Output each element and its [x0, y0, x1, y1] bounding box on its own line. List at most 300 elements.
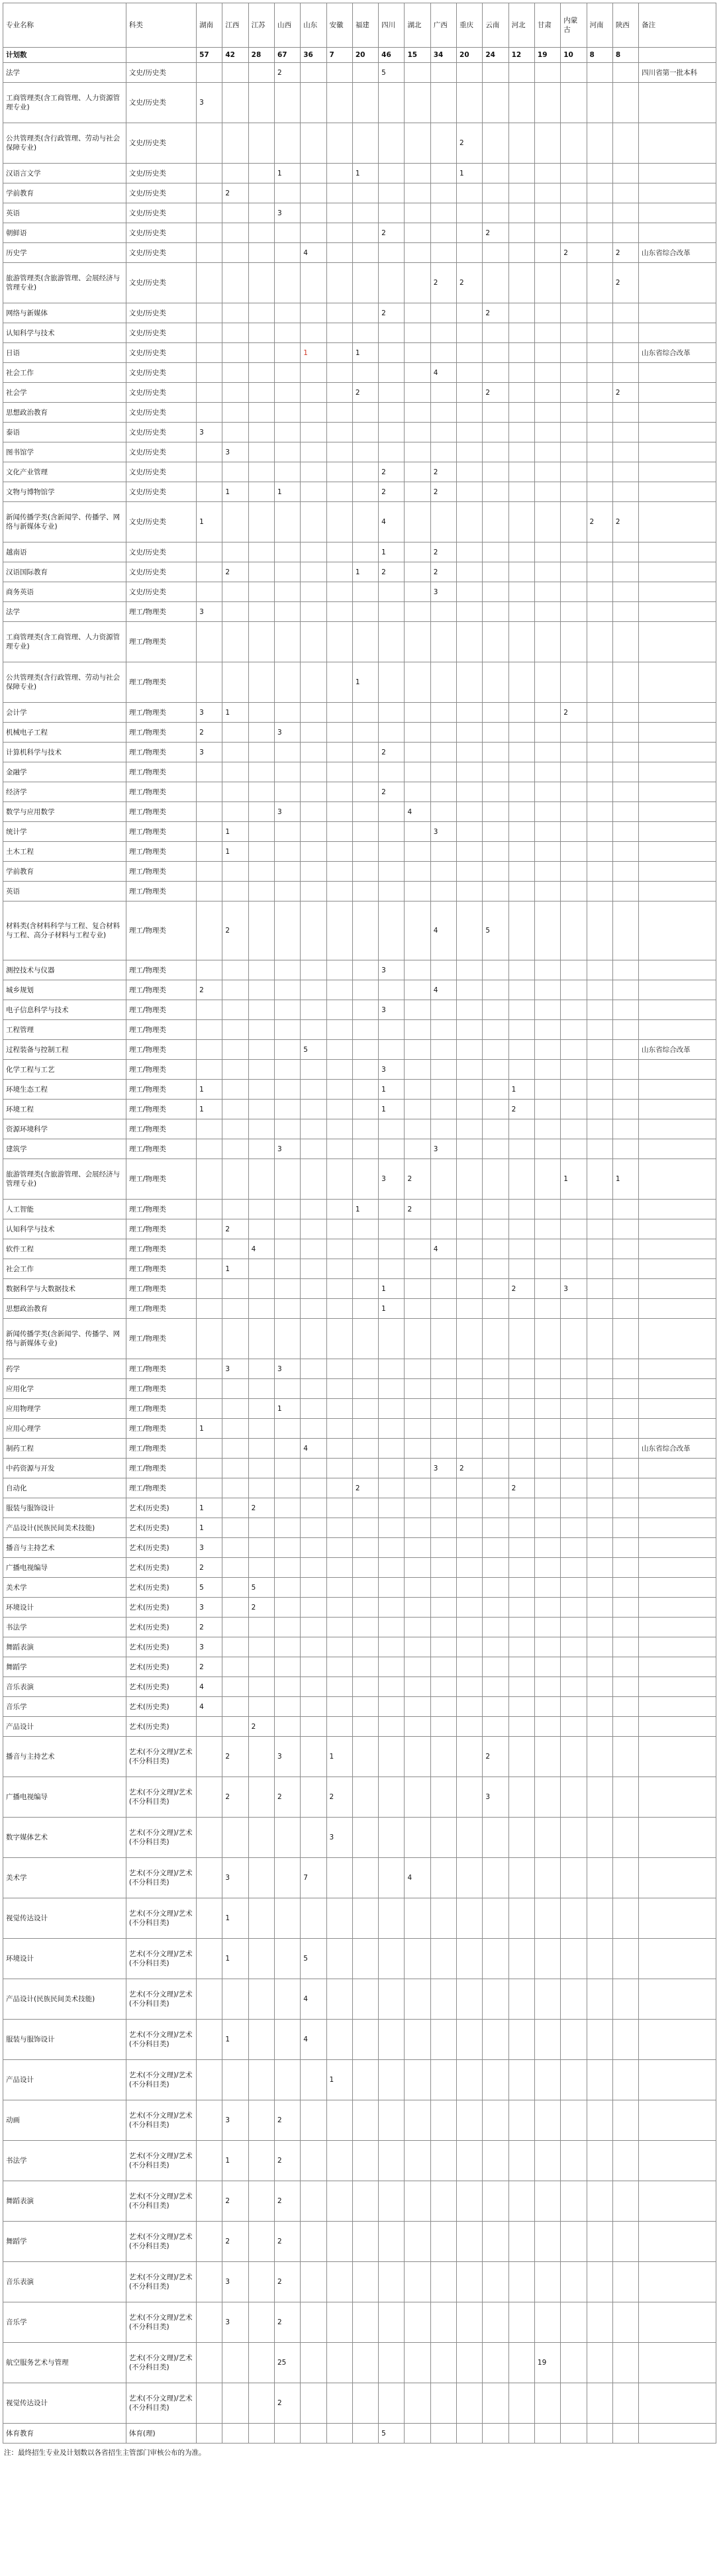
column-header: 备注 [639, 3, 716, 48]
subject-category-cell: 理工/物理类 [126, 1219, 196, 1239]
quota-cell [561, 980, 587, 1000]
quota-cell [405, 482, 430, 502]
quota-cell: 3 [274, 723, 300, 743]
quota-cell [197, 123, 222, 164]
remark-cell [639, 662, 716, 703]
quota-cell [430, 1717, 456, 1737]
quota-cell [561, 1139, 587, 1159]
quota-cell [534, 582, 560, 602]
remark-cell [639, 723, 716, 743]
quota-cell: 1 [197, 1080, 222, 1100]
quota-cell [457, 1239, 483, 1259]
quota-cell [612, 1858, 638, 1898]
quota-cell [587, 1657, 612, 1677]
quota-cell [326, 1939, 352, 1979]
quota-cell [534, 1598, 560, 1618]
remark-cell [639, 1239, 716, 1259]
subject-category-cell: 理工/物理类 [126, 1020, 196, 1040]
quota-cell [534, 902, 560, 960]
major-name-cell: 文物与博物馆学 [3, 482, 126, 502]
subject-category-cell: 艺术(不分文理)/艺术(不分科目类) [126, 2020, 196, 2060]
quota-cell [352, 822, 378, 842]
quota-cell [430, 1020, 456, 1040]
quota-cell [301, 822, 326, 842]
quota-cell [534, 1080, 560, 1100]
quota-cell [483, 482, 508, 502]
quota-cell [612, 1439, 638, 1459]
quota-cell: 2 [561, 243, 587, 263]
remark-cell [639, 960, 716, 980]
quota-cell [508, 802, 534, 822]
quota-cell [483, 1858, 508, 1898]
quota-cell [483, 2020, 508, 2060]
quota-cell [222, 1657, 248, 1677]
quota-cell [274, 902, 300, 960]
quota-cell [483, 822, 508, 842]
quota-cell [430, 323, 456, 343]
quota-cell [483, 662, 508, 703]
quota-cell [587, 303, 612, 323]
quota-cell [561, 1359, 587, 1379]
quota-cell [197, 1139, 222, 1159]
quota-cell [483, 1319, 508, 1359]
quota-cell [301, 164, 326, 183]
quota-cell [222, 323, 248, 343]
quota-cell [561, 403, 587, 423]
quota-cell [248, 542, 274, 562]
quota-cell [352, 980, 378, 1000]
table-row [3, 562, 716, 582]
quota-cell [222, 502, 248, 542]
quota-cell [587, 1939, 612, 1979]
quota-cell [483, 1000, 508, 1020]
quota-cell [534, 383, 560, 403]
quota-cell: 1 [561, 1159, 587, 1200]
quota-cell: 2 [274, 1777, 300, 1818]
major-name-cell: 过程装备与控制工程 [3, 1040, 126, 1060]
quota-cell [430, 1898, 456, 1939]
subject-category-cell: 艺术(不分文理)/艺术(不分科目类) [126, 2302, 196, 2343]
table-row [3, 762, 716, 782]
subject-category-cell: 理工/物理类 [126, 822, 196, 842]
quota-cell [301, 1080, 326, 1100]
table-row [3, 1538, 716, 1558]
quota-cell [534, 842, 560, 862]
quota-cell [534, 782, 560, 802]
quota-cell [405, 1939, 430, 1979]
quota-cell [612, 562, 638, 582]
quota-cell: 5 [483, 902, 508, 960]
quota-cell [301, 1459, 326, 1478]
quota-cell [248, 1040, 274, 1060]
remark-cell [639, 1939, 716, 1979]
quota-cell [483, 2424, 508, 2444]
quota-cell [587, 2060, 612, 2100]
subject-category-cell: 理工/物理类 [126, 782, 196, 802]
quota-cell [379, 123, 405, 164]
quota-cell [405, 1498, 430, 1518]
totals-cell: 36 [301, 48, 326, 63]
major-name-cell: 美术学 [3, 1578, 126, 1598]
table-row [3, 2222, 716, 2262]
quota-cell [483, 1538, 508, 1558]
subject-category-cell: 艺术(不分文理)/艺术(不分科目类) [126, 1818, 196, 1858]
major-name-cell: 音乐学 [3, 2302, 126, 2343]
quota-cell [587, 622, 612, 662]
remark-cell [639, 83, 716, 123]
table-row [3, 442, 716, 462]
quota-cell [274, 1200, 300, 1219]
quota-cell [534, 83, 560, 123]
quota-cell [222, 2060, 248, 2100]
quota-cell [197, 782, 222, 802]
quota-cell [430, 502, 456, 542]
quota-cell [457, 1379, 483, 1399]
remark-cell [639, 1060, 716, 1080]
major-name-cell: 应用物理学 [3, 1399, 126, 1419]
subject-category-cell: 文史/历史类 [126, 183, 196, 203]
quota-cell [430, 243, 456, 263]
quota-cell [326, 383, 352, 403]
quota-cell: 2 [508, 1478, 534, 1498]
quota-cell [430, 343, 456, 363]
quota-cell [483, 423, 508, 442]
quota-cell [587, 862, 612, 882]
quota-cell [222, 1399, 248, 1419]
quota-cell [197, 403, 222, 423]
quota-cell [483, 1060, 508, 1080]
quota-cell [326, 303, 352, 323]
quota-cell [405, 1578, 430, 1598]
quota-cell [326, 203, 352, 223]
remark-cell [639, 2262, 716, 2302]
quota-cell [274, 1060, 300, 1080]
quota-cell [483, 1939, 508, 1979]
quota-cell [248, 2383, 274, 2424]
quota-cell [508, 1518, 534, 1538]
table-row [3, 743, 716, 762]
quota-cell [508, 1578, 534, 1598]
quota-cell [301, 1578, 326, 1598]
quota-cell [274, 1939, 300, 1979]
quota-cell [483, 762, 508, 782]
remark-cell [639, 2020, 716, 2060]
subject-category-cell: 文史/历史类 [126, 243, 196, 263]
quota-cell [561, 960, 587, 980]
quota-cell: 2 [248, 1717, 274, 1737]
quota-cell [379, 1677, 405, 1697]
quota-cell [197, 243, 222, 263]
table-row [3, 2181, 716, 2222]
quota-cell [326, 2302, 352, 2343]
quota-cell: 3 [222, 2302, 248, 2343]
quota-cell [197, 1299, 222, 1319]
quota-cell: 4 [430, 363, 456, 383]
quota-cell [379, 2100, 405, 2141]
quota-cell [612, 2181, 638, 2222]
quota-cell [508, 822, 534, 842]
quota-cell [222, 1080, 248, 1100]
quota-cell [197, 1818, 222, 1858]
quota-cell [352, 1100, 378, 1119]
quota-cell: 3 [222, 2100, 248, 2141]
quota-cell [197, 1159, 222, 1200]
quota-cell [483, 862, 508, 882]
quota-cell: 3 [197, 602, 222, 622]
subject-category-cell: 艺术(不分文理)/艺术(不分科目类) [126, 1858, 196, 1898]
quota-cell [222, 462, 248, 482]
quota-cell: 1 [274, 1399, 300, 1419]
quota-cell [612, 1379, 638, 1399]
quota-cell [534, 2302, 560, 2343]
quota-cell [612, 203, 638, 223]
quota-cell [561, 723, 587, 743]
quota-cell: 3 [222, 442, 248, 462]
quota-cell: 2 [274, 2181, 300, 2222]
quota-cell: 1 [222, 822, 248, 842]
quota-cell [248, 243, 274, 263]
quota-cell [405, 1677, 430, 1697]
subject-category-cell: 艺术(历史类) [126, 1558, 196, 1578]
quota-cell [534, 2181, 560, 2222]
quota-cell [483, 2343, 508, 2383]
quota-cell [379, 83, 405, 123]
quota-cell [248, 2020, 274, 2060]
quota-cell [430, 1598, 456, 1618]
major-name-cell: 环境设计 [3, 1598, 126, 1618]
quota-cell [587, 2222, 612, 2262]
quota-cell [430, 2343, 456, 2383]
subject-category-cell: 艺术(历史类) [126, 1538, 196, 1558]
quota-cell [352, 1777, 378, 1818]
major-name-cell: 数据科学与大数据技术 [3, 1279, 126, 1299]
quota-cell [222, 1558, 248, 1578]
quota-cell [405, 203, 430, 223]
quota-cell [379, 902, 405, 960]
quota-cell [379, 1399, 405, 1419]
quota-cell [326, 2262, 352, 2302]
quota-cell [612, 703, 638, 723]
quota-cell [352, 2343, 378, 2383]
quota-cell [483, 502, 508, 542]
quota-cell [508, 1618, 534, 1637]
quota-cell [457, 960, 483, 980]
quota-cell [483, 960, 508, 980]
quota-cell [587, 802, 612, 822]
table-row [3, 1139, 716, 1159]
subject-category-cell: 文史/历史类 [126, 482, 196, 502]
remark-cell [639, 1618, 716, 1637]
quota-cell: 1 [222, 703, 248, 723]
major-name-cell: 汉语国际教育 [3, 562, 126, 582]
quota-cell [561, 1239, 587, 1259]
quota-cell [587, 902, 612, 960]
major-name-cell: 服装与服饰设计 [3, 1498, 126, 1518]
admission-plan-document [0, 3, 723, 2458]
quota-cell [587, 2302, 612, 2343]
quota-cell [274, 2424, 300, 2444]
quota-cell [587, 1538, 612, 1558]
quota-cell [301, 762, 326, 782]
quota-cell [352, 1020, 378, 1040]
quota-cell [326, 1518, 352, 1538]
quota-cell [457, 243, 483, 263]
quota-cell [222, 662, 248, 703]
quota-cell [561, 1319, 587, 1359]
quota-cell [197, 1439, 222, 1459]
quota-cell [222, 1478, 248, 1498]
quota-cell [457, 1737, 483, 1777]
major-name-cell: 图书馆学 [3, 442, 126, 462]
quota-cell [405, 423, 430, 442]
column-header: 四川 [379, 3, 405, 48]
quota-cell [561, 2343, 587, 2383]
major-name-cell: 英语 [3, 203, 126, 223]
quota-cell [534, 63, 560, 83]
quota-cell [274, 1239, 300, 1259]
quota-cell [405, 223, 430, 243]
quota-cell: 4 [430, 1239, 456, 1259]
quota-cell [274, 743, 300, 762]
quota-cell: 2 [326, 1777, 352, 1818]
quota-cell [248, 1518, 274, 1538]
major-name-cell: 应用心理学 [3, 1419, 126, 1439]
quota-cell [457, 1439, 483, 1459]
remark-cell [639, 882, 716, 902]
quota-cell [612, 802, 638, 822]
quota-cell [457, 602, 483, 622]
quota-cell [222, 602, 248, 622]
quota-cell [561, 1000, 587, 1020]
quota-cell [274, 1000, 300, 1020]
major-name-cell: 数学与应用数学 [3, 802, 126, 822]
quota-cell [430, 782, 456, 802]
quota-cell [430, 223, 456, 243]
quota-cell [197, 822, 222, 842]
quota-cell [379, 842, 405, 862]
quota-cell [587, 1259, 612, 1279]
quota-cell [457, 1279, 483, 1299]
quota-cell [248, 1898, 274, 1939]
quota-cell [508, 622, 534, 662]
quota-cell [483, 203, 508, 223]
quota-cell: 2 [379, 303, 405, 323]
quota-cell [457, 1637, 483, 1657]
quota-cell [457, 723, 483, 743]
quota-cell: 3 [197, 743, 222, 762]
remark-cell [639, 2141, 716, 2181]
quota-cell [405, 1239, 430, 1259]
quota-cell [457, 582, 483, 602]
quota-cell [274, 1498, 300, 1518]
quota-cell [612, 1498, 638, 1518]
quota-cell [534, 203, 560, 223]
remark-cell [639, 363, 716, 383]
quota-cell [222, 263, 248, 303]
quota-cell [561, 842, 587, 862]
quota-cell [457, 482, 483, 502]
quota-cell [483, 2262, 508, 2302]
quota-cell [430, 960, 456, 980]
quota-cell: 3 [222, 2262, 248, 2302]
quota-cell [612, 2343, 638, 2383]
quota-cell [379, 762, 405, 782]
quota-cell [274, 960, 300, 980]
quota-cell [301, 703, 326, 723]
quota-cell [248, 1657, 274, 1677]
quota-cell [534, 762, 560, 782]
quota-cell [222, 383, 248, 403]
quota-cell [483, 2222, 508, 2262]
quota-cell [222, 1100, 248, 1119]
totals-cell: 24 [483, 48, 508, 63]
quota-cell [534, 802, 560, 822]
column-header: 科类 [126, 3, 196, 48]
quota-cell [561, 203, 587, 223]
quota-cell [612, 1459, 638, 1478]
quota-cell [534, 1697, 560, 1717]
quota-cell [352, 1598, 378, 1618]
quota-cell [274, 1100, 300, 1119]
quota-cell [301, 1060, 326, 1080]
quota-cell: 3 [197, 1598, 222, 1618]
major-name-cell: 泰语 [3, 423, 126, 442]
quota-cell [197, 2100, 222, 2141]
table-row [3, 1239, 716, 1259]
quota-cell [561, 582, 587, 602]
quota-cell: 2 [222, 183, 248, 203]
quota-cell [352, 703, 378, 723]
quota-cell [534, 1200, 560, 1219]
quota-cell: 2 [483, 303, 508, 323]
quota-cell: 2 [612, 263, 638, 303]
quota-cell [430, 1578, 456, 1598]
quota-cell [587, 442, 612, 462]
quota-cell [508, 203, 534, 223]
quota-cell [326, 1299, 352, 1319]
quota-cell [274, 1518, 300, 1538]
quota-cell [326, 1040, 352, 1060]
quota-cell: 3 [430, 1459, 456, 1478]
quota-cell [430, 442, 456, 462]
subject-category-cell: 理工/物理类 [126, 1319, 196, 1359]
quota-cell [508, 1319, 534, 1359]
quota-cell [534, 1657, 560, 1677]
major-name-cell: 制药工程 [3, 1439, 126, 1459]
quota-cell [508, 703, 534, 723]
quota-cell [222, 403, 248, 423]
quota-cell [379, 1657, 405, 1677]
totals-cell: 20 [457, 48, 483, 63]
quota-cell [534, 1858, 560, 1898]
subject-category-cell: 文史/历史类 [126, 123, 196, 164]
quota-cell [301, 462, 326, 482]
quota-cell [274, 2020, 300, 2060]
quota-cell [534, 1538, 560, 1558]
quota-cell [587, 1379, 612, 1399]
quota-cell [508, 1239, 534, 1259]
remark-cell [639, 1200, 716, 1219]
quota-cell [457, 363, 483, 383]
quota-cell [457, 2060, 483, 2100]
quota-cell [222, 582, 248, 602]
quota-cell [326, 842, 352, 862]
remark-cell [639, 602, 716, 622]
table-row [3, 902, 716, 960]
quota-cell: 19 [534, 2343, 560, 2383]
table-row [3, 1119, 716, 1139]
remark-cell [639, 203, 716, 223]
